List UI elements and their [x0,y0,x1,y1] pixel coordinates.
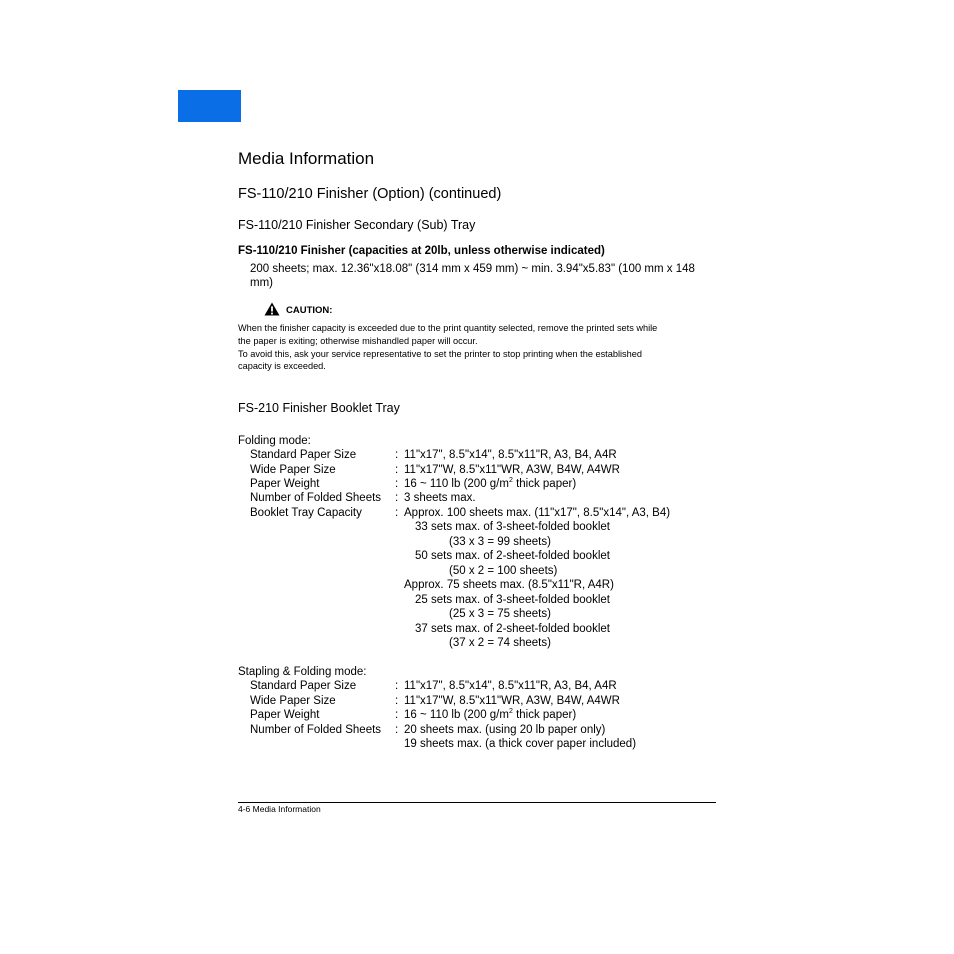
capacity-line-2: mm) [250,277,273,289]
capacity-detail: 25 sets max. of 3-sheet-folded booklet [415,594,610,606]
booklet-tray-heading: FS-210 Finisher Booklet Tray [238,401,400,415]
colon: : [395,478,399,490]
spec-value: 11"x17"W, 8.5"x11"WR, A3W, B4W, A4WR [404,695,620,707]
caution-text-3: To avoid this, ask your service representative to set the printer to stop printing when the established [238,349,642,359]
spec-label: Standard Paper Size [250,449,357,461]
colon: : [395,464,399,476]
capacity-detail: (25 x 3 = 75 sheets) [449,608,551,620]
spec-label: Standard Paper Size [250,680,357,692]
colon: : [395,492,399,504]
capacity-heading: FS-110/210 Finisher (capacities at 20lb, unless otherwise indicated) [238,245,605,257]
value-text: 16 ~ 110 lb (200 g/m [404,478,509,490]
value-text: thick paper) [512,478,577,490]
caution-text-4: capacity is exceeded. [238,361,326,371]
colon: : [395,449,399,461]
colon: : [395,695,399,707]
value-text: 16 ~ 110 lb (200 g/m [404,709,509,721]
section-title: Media Information [238,149,375,168]
superscript: 2 [508,708,513,716]
superscript: 2 [508,477,513,485]
colon: : [395,709,399,721]
spec-value: 20 sheets max. (using 20 lb paper only) [404,724,606,736]
spec-label: Booklet Tray Capacity [250,507,362,519]
colon: : [395,507,399,519]
capacity-detail: 33 sets max. of 3-sheet-folded booklet [415,521,610,533]
caution-label: CAUTION: [286,305,333,316]
capacity-detail: (33 x 3 = 99 sheets) [449,536,551,548]
capacity-detail: Approx. 75 sheets max. (8.5"x11"R, A4R) [404,579,614,591]
spec-value: 11"x17"W, 8.5"x11"WR, A3W, B4W, A4WR [404,464,620,476]
spec-value: 11"x17", 8.5"x14", 8.5"x11"R, A3, B4, A4R [404,449,617,461]
page-footer: 4-6 Media Information [238,804,321,814]
caution-text-1: When the finisher capacity is exceeded due to the print quantity selected, remove the printed sets while [238,323,658,333]
spec-label: Number of Folded Sheets [250,724,382,736]
spec-value [404,708,576,723]
spec-value-extra: 19 sheets max. (a thick cover paper included) [404,738,637,750]
spec-label: Wide Paper Size [250,464,336,476]
subsection-title: FS-110/210 Finisher (Option) (continued) [238,186,502,202]
spec-label: Wide Paper Size [250,695,336,707]
folding-mode-label: Folding mode: [238,435,311,447]
capacity-line-1: 200 sheets; max. 12.36"x18.08" (314 mm x 459 mm) ~ min. 3.94"x5.83" (100 mm x 148 [250,263,695,275]
spec-value: Approx. 100 sheets max. (11"x17", 8.5"x14", A3, B4) [404,507,671,519]
colon: : [395,680,399,692]
caution-text-2: the paper is exiting; otherwise mishandled paper will occur. [238,336,478,346]
chapter-tab [178,90,241,122]
value-text: thick paper) [512,709,577,721]
capacity-detail: (50 x 2 = 100 sheets) [449,565,558,577]
secondary-tray-heading: FS-110/210 Finisher Secondary (Sub) Tray [238,218,476,232]
spec-value [404,477,576,492]
stapling-mode-label: Stapling & Folding mode: [238,666,367,678]
capacity-detail: (37 x 2 = 74 sheets) [449,637,551,649]
spec-label: Paper Weight [250,709,320,721]
warning-icon [264,302,280,316]
capacity-detail: 50 sets max. of 2-sheet-folded booklet [415,550,610,562]
colon: : [395,724,399,736]
spec-value: 11"x17", 8.5"x14", 8.5"x11"R, A3, B4, A4R [404,680,617,692]
capacity-detail: 37 sets max. of 2-sheet-folded booklet [415,623,610,635]
footer-rule [238,802,716,803]
spec-value: 3 sheets max. [404,492,476,504]
spec-label: Paper Weight [250,478,320,490]
spec-label: Number of Folded Sheets [250,492,382,504]
